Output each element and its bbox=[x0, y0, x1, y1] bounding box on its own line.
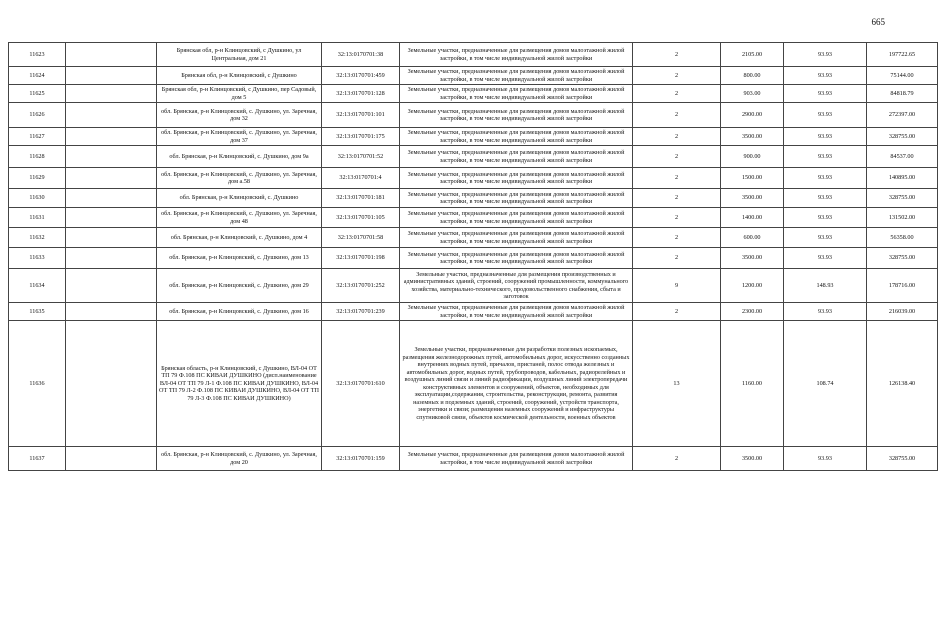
cadastral-value-cell: 126138.40 bbox=[867, 321, 938, 447]
empty-cell bbox=[66, 208, 157, 228]
address-cell: обл. Брянская, р-н Клинцовский, с. Душкино, ул. Заречная, дом 20 bbox=[157, 447, 322, 471]
area-cell: 2300.00 bbox=[721, 303, 784, 321]
category-cell: 2 bbox=[633, 146, 721, 168]
cadastral-value-cell: 84818.79 bbox=[867, 85, 938, 103]
land-use-cell: Земельные участки, предназначенные для размещения домов малоэтажной жилой застройки, в том числе индивидуальной жилой застройки bbox=[400, 128, 633, 146]
cadastral-value-cell: 131502.00 bbox=[867, 208, 938, 228]
empty-cell bbox=[66, 248, 157, 269]
area-cell: 800.00 bbox=[721, 67, 784, 85]
address-cell: обл. Брянская, р-н Клинцовский, с. Душкино, дом 16 bbox=[157, 303, 322, 321]
row-number: 11629 bbox=[9, 168, 66, 189]
cadastral-value-cell: 75144.00 bbox=[867, 67, 938, 85]
rate-cell: 93.93 bbox=[784, 43, 867, 67]
area-cell: 3500.00 bbox=[721, 189, 784, 208]
row-number: 11635 bbox=[9, 303, 66, 321]
address-cell: обл. Брянская, р-н Клинцовский, с. Душкино, ул. Заречная, дом 32 bbox=[157, 103, 322, 128]
address-cell: Брянская область, р-н Клинцовский, с Душкино, ВЛ-04 ОТ ТП 79 Ф.108 ПС КИВАИ ДУШКИНО (дисп.наименование ВЛ-04 ОТ ТП 79 Л-1 Ф.108 ПС КИВАИ ДУШКИНО, ВЛ-04 ОТ ТП 79 Л-2 Ф.108 ПС КИВАИ ДУШКИНО, ВЛ-04 ОТ ТП 79 Л-3 Ф.108 ПС КИВАИ ДУШКИНО) bbox=[157, 321, 322, 447]
table-row bbox=[9, 447, 938, 471]
table-row bbox=[9, 269, 938, 303]
category-cell: 9 bbox=[633, 269, 721, 303]
cadastral-value-cell: 140895.00 bbox=[867, 168, 938, 189]
area-cell: 3500.00 bbox=[721, 128, 784, 146]
land-use-cell: Земельные участки, предназначенные для размещения домов малоэтажной жилой застройки, в том числе индивидуальной жилой застройки bbox=[400, 208, 633, 228]
area-cell: 2105.00 bbox=[721, 43, 784, 67]
area-cell: 1160.00 bbox=[721, 321, 784, 447]
rate-cell: 93.93 bbox=[784, 303, 867, 321]
row-number: 11637 bbox=[9, 447, 66, 471]
table-row bbox=[9, 67, 938, 85]
category-cell: 2 bbox=[633, 303, 721, 321]
row-number: 11634 bbox=[9, 269, 66, 303]
cadastral-value-cell: 328755.00 bbox=[867, 128, 938, 146]
rate-cell: 108.74 bbox=[784, 321, 867, 447]
rate-cell: 93.93 bbox=[784, 67, 867, 85]
cadastral-value-cell: 178716.00 bbox=[867, 269, 938, 303]
address-cell: обл. Брянская, р-н Клинцовский, с. Душкино bbox=[157, 189, 322, 208]
area-cell: 903.00 bbox=[721, 85, 784, 103]
table-row bbox=[9, 248, 938, 269]
rate-cell: 93.93 bbox=[784, 128, 867, 146]
category-cell: 13 bbox=[633, 321, 721, 447]
land-use-cell: Земельные участки, предназначенные для размещения домов малоэтажной жилой застройки, в том числе индивидуальной жилой застройки bbox=[400, 67, 633, 85]
table-row bbox=[9, 43, 938, 67]
cadastral-number-cell: 32:13:0170701:181 bbox=[322, 189, 400, 208]
address-cell: обл. Брянская, р-н Клинцовский, с. Душкино, дом 9а bbox=[157, 146, 322, 168]
area-cell: 3500.00 bbox=[721, 248, 784, 269]
cadastral-value-cell: 328755.00 bbox=[867, 248, 938, 269]
cadastral-number-cell: 32:13:0170701:101 bbox=[322, 103, 400, 128]
cadastral-number-cell: 32:13:0170701:239 bbox=[322, 303, 400, 321]
row-number: 11632 bbox=[9, 228, 66, 248]
rate-cell: 93.93 bbox=[784, 146, 867, 168]
cadastral-number-cell: 32:13:0170701:252 bbox=[322, 269, 400, 303]
cadastral-value-cell: 272397.00 bbox=[867, 103, 938, 128]
empty-cell bbox=[66, 43, 157, 67]
empty-cell bbox=[66, 146, 157, 168]
cadastral-number-cell: 32:13:0170701:38 bbox=[322, 43, 400, 67]
address-cell: обл. Брянская, р-н Клинцовский, с. Душкино, ул. Заречная, дом а.58 bbox=[157, 168, 322, 189]
address-cell: обл. Брянская, р-н Клинцовский, с. Душкино, дом 4 bbox=[157, 228, 322, 248]
category-cell: 2 bbox=[633, 103, 721, 128]
row-number: 11623 bbox=[9, 43, 66, 67]
land-use-cell: Земельные участки, предназначенные для размещения домов малоэтажной жилой застройки, в том числе индивидуальной жилой застройки bbox=[400, 189, 633, 208]
land-use-cell: Земельные участки, предназначенные для размещения производственных и административных зданий, строений, сооружений промышленности, коммунального хозяйства, материально-технического, продовольственного снабжения, сбыта и заготовок bbox=[400, 269, 633, 303]
cadastral-number-cell: 32:13:0170701:128 bbox=[322, 85, 400, 103]
cadastral-number-cell: 32:13:0170701:52 bbox=[322, 146, 400, 168]
cadastral-number-cell: 32:13:0170701:159 bbox=[322, 447, 400, 471]
land-use-cell: Земельные участки, предназначенные для размещения домов малоэтажной жилой застройки, в том числе индивидуальной жилой застройки bbox=[400, 43, 633, 67]
table-row bbox=[9, 103, 938, 128]
table-row bbox=[9, 228, 938, 248]
row-number: 11630 bbox=[9, 189, 66, 208]
rate-cell: 93.93 bbox=[784, 447, 867, 471]
cadastral-number-cell: 32:13:0170701:58 bbox=[322, 228, 400, 248]
table-row bbox=[9, 208, 938, 228]
rate-cell: 93.93 bbox=[784, 103, 867, 128]
cadastral-value-cell: 84537.00 bbox=[867, 146, 938, 168]
rate-cell: 148.93 bbox=[784, 269, 867, 303]
land-use-cell: Земельные участки, предназначенные для размещения домов малоэтажной жилой застройки, в том числе индивидуальной жилой застройки bbox=[400, 228, 633, 248]
row-number: 11636 bbox=[9, 321, 66, 447]
row-number: 11628 bbox=[9, 146, 66, 168]
empty-cell bbox=[66, 168, 157, 189]
empty-cell bbox=[66, 103, 157, 128]
address-cell: обл. Брянская, р-н Клинцовский, с. Душкино, ул. Заречная, дом 48 bbox=[157, 208, 322, 228]
empty-cell bbox=[66, 189, 157, 208]
empty-cell bbox=[66, 85, 157, 103]
empty-cell bbox=[66, 447, 157, 471]
area-cell: 3500.00 bbox=[721, 447, 784, 471]
empty-cell bbox=[66, 228, 157, 248]
table-row bbox=[9, 128, 938, 146]
category-cell: 2 bbox=[633, 43, 721, 67]
category-cell: 2 bbox=[633, 228, 721, 248]
category-cell: 2 bbox=[633, 248, 721, 269]
land-use-cell: Земельные участки, предназначенные для размещения домов малоэтажной жилой застройки, в том числе индивидуальной жилой застройки bbox=[400, 146, 633, 168]
address-cell: обл. Брянская, р-н Клинцовский, с. Душкино, дом 29 bbox=[157, 269, 322, 303]
category-cell: 2 bbox=[633, 447, 721, 471]
land-use-cell: Земельные участки, предназначенные для размещения домов малоэтажной жилой застройки, в том числе индивидуальной жилой застройки bbox=[400, 168, 633, 189]
address-cell: Брянская обл, р-н Клинцовский, с Душкино, пер Садовый, дом 5 bbox=[157, 85, 322, 103]
area-cell: 2900.00 bbox=[721, 103, 784, 128]
table-row bbox=[9, 303, 938, 321]
land-use-cell: Земельные участки, предназначенные для размещения домов малоэтажной жилой застройки, в том числе индивидуальной жилой застройки bbox=[400, 303, 633, 321]
cadastral-number-cell: 32:13:0170701:610 bbox=[322, 321, 400, 447]
rate-cell: 93.93 bbox=[784, 208, 867, 228]
area-cell: 1400.00 bbox=[721, 208, 784, 228]
address-cell: обл. Брянская, р-н Клинцовский, с. Душкино, ул. Заречная, дом 37 bbox=[157, 128, 322, 146]
row-number: 11625 bbox=[9, 85, 66, 103]
area-cell: 1500.00 bbox=[721, 168, 784, 189]
category-cell: 2 bbox=[633, 189, 721, 208]
cadastral-number-cell: 32:13:0170701:198 bbox=[322, 248, 400, 269]
table-row bbox=[9, 189, 938, 208]
cadastral-number-cell: 32:13:0170701:175 bbox=[322, 128, 400, 146]
row-number: 11627 bbox=[9, 128, 66, 146]
empty-cell bbox=[66, 67, 157, 85]
address-cell: Брянская обл, р-н Клинцовский, с Душкино bbox=[157, 67, 322, 85]
land-use-cell: Земельные участки, предназначенные для размещения домов малоэтажной жилой застройки, в том числе индивидуальной жилой застройки bbox=[400, 103, 633, 128]
empty-cell bbox=[66, 303, 157, 321]
category-cell: 2 bbox=[633, 168, 721, 189]
category-cell: 2 bbox=[633, 128, 721, 146]
land-use-cell: Земельные участки, предназначенные для размещения домов малоэтажной жилой застройки, в том числе индивидуальной жилой застройки bbox=[400, 248, 633, 269]
land-use-cell: Земельные участки, предназначенные для разработки полезных ископаемых, размещения железнодорожных путей, автомобильных дорог, искусственно созданных внутренних водных путей, причалов, пристаней, полос отвода железных и автомобильных дорог, водных путей, трубопроводов, кабельных, радиорелейных и воздушных линий связи и линий радиофикации, воздушных линий электропередачи конструктивных элементов и сооружений, объектов, необходимых для эксплуатации,содержания, строительства, реконструкции, ремонта, развития наземных и подземных зданий, строений, сооружений, устройств транспорта, энергетики и связи; размещения наземных сооружений и инфраструктуры спутниковой связи, объектов космической деятельности, военных объектов bbox=[400, 321, 633, 447]
address-cell: Брянская обл, р-н Клинцовский, с Душкино, ул Центральная, дом 21 bbox=[157, 43, 322, 67]
table-row bbox=[9, 85, 938, 103]
rate-cell: 93.93 bbox=[784, 168, 867, 189]
cadastral-value-cell: 216039.00 bbox=[867, 303, 938, 321]
page-number: 665 bbox=[871, 17, 885, 27]
cadastral-value-cell: 197722.65 bbox=[867, 43, 938, 67]
category-cell: 2 bbox=[633, 208, 721, 228]
empty-cell bbox=[66, 128, 157, 146]
row-number: 11631 bbox=[9, 208, 66, 228]
table-body bbox=[9, 43, 938, 471]
cadastral-value-cell: 328755.00 bbox=[867, 189, 938, 208]
category-cell: 2 bbox=[633, 85, 721, 103]
cadastral-value-cell: 56358.00 bbox=[867, 228, 938, 248]
table-row bbox=[9, 321, 938, 447]
empty-cell bbox=[66, 269, 157, 303]
rate-cell: 93.93 bbox=[784, 189, 867, 208]
area-cell: 600.00 bbox=[721, 228, 784, 248]
cadastral-value-cell: 328755.00 bbox=[867, 447, 938, 471]
rate-cell: 93.93 bbox=[784, 248, 867, 269]
area-cell: 900.00 bbox=[721, 146, 784, 168]
table-row bbox=[9, 168, 938, 189]
table-row bbox=[9, 146, 938, 168]
category-cell: 2 bbox=[633, 67, 721, 85]
land-registry-table bbox=[8, 42, 938, 471]
cadastral-number-cell: 32:13:0170701:4 bbox=[322, 168, 400, 189]
area-cell: 1200.00 bbox=[721, 269, 784, 303]
empty-cell bbox=[66, 321, 157, 447]
rate-cell: 93.93 bbox=[784, 228, 867, 248]
land-use-cell: Земельные участки, предназначенные для размещения домов малоэтажной жилой застройки, в том числе индивидуальной жилой застройки bbox=[400, 447, 633, 471]
row-number: 11626 bbox=[9, 103, 66, 128]
address-cell: обл. Брянская, р-н Клинцовский, с. Душкино, дом 13 bbox=[157, 248, 322, 269]
cadastral-number-cell: 32:13:0170701:105 bbox=[322, 208, 400, 228]
row-number: 11624 bbox=[9, 67, 66, 85]
land-use-cell: Земельные участки, предназначенные для размещения домов малоэтажной жилой застройки, в том числе индивидуальной жилой застройки bbox=[400, 85, 633, 103]
rate-cell: 93.93 bbox=[784, 85, 867, 103]
row-number: 11633 bbox=[9, 248, 66, 269]
cadastral-number-cell: 32:13:0170701:459 bbox=[322, 67, 400, 85]
